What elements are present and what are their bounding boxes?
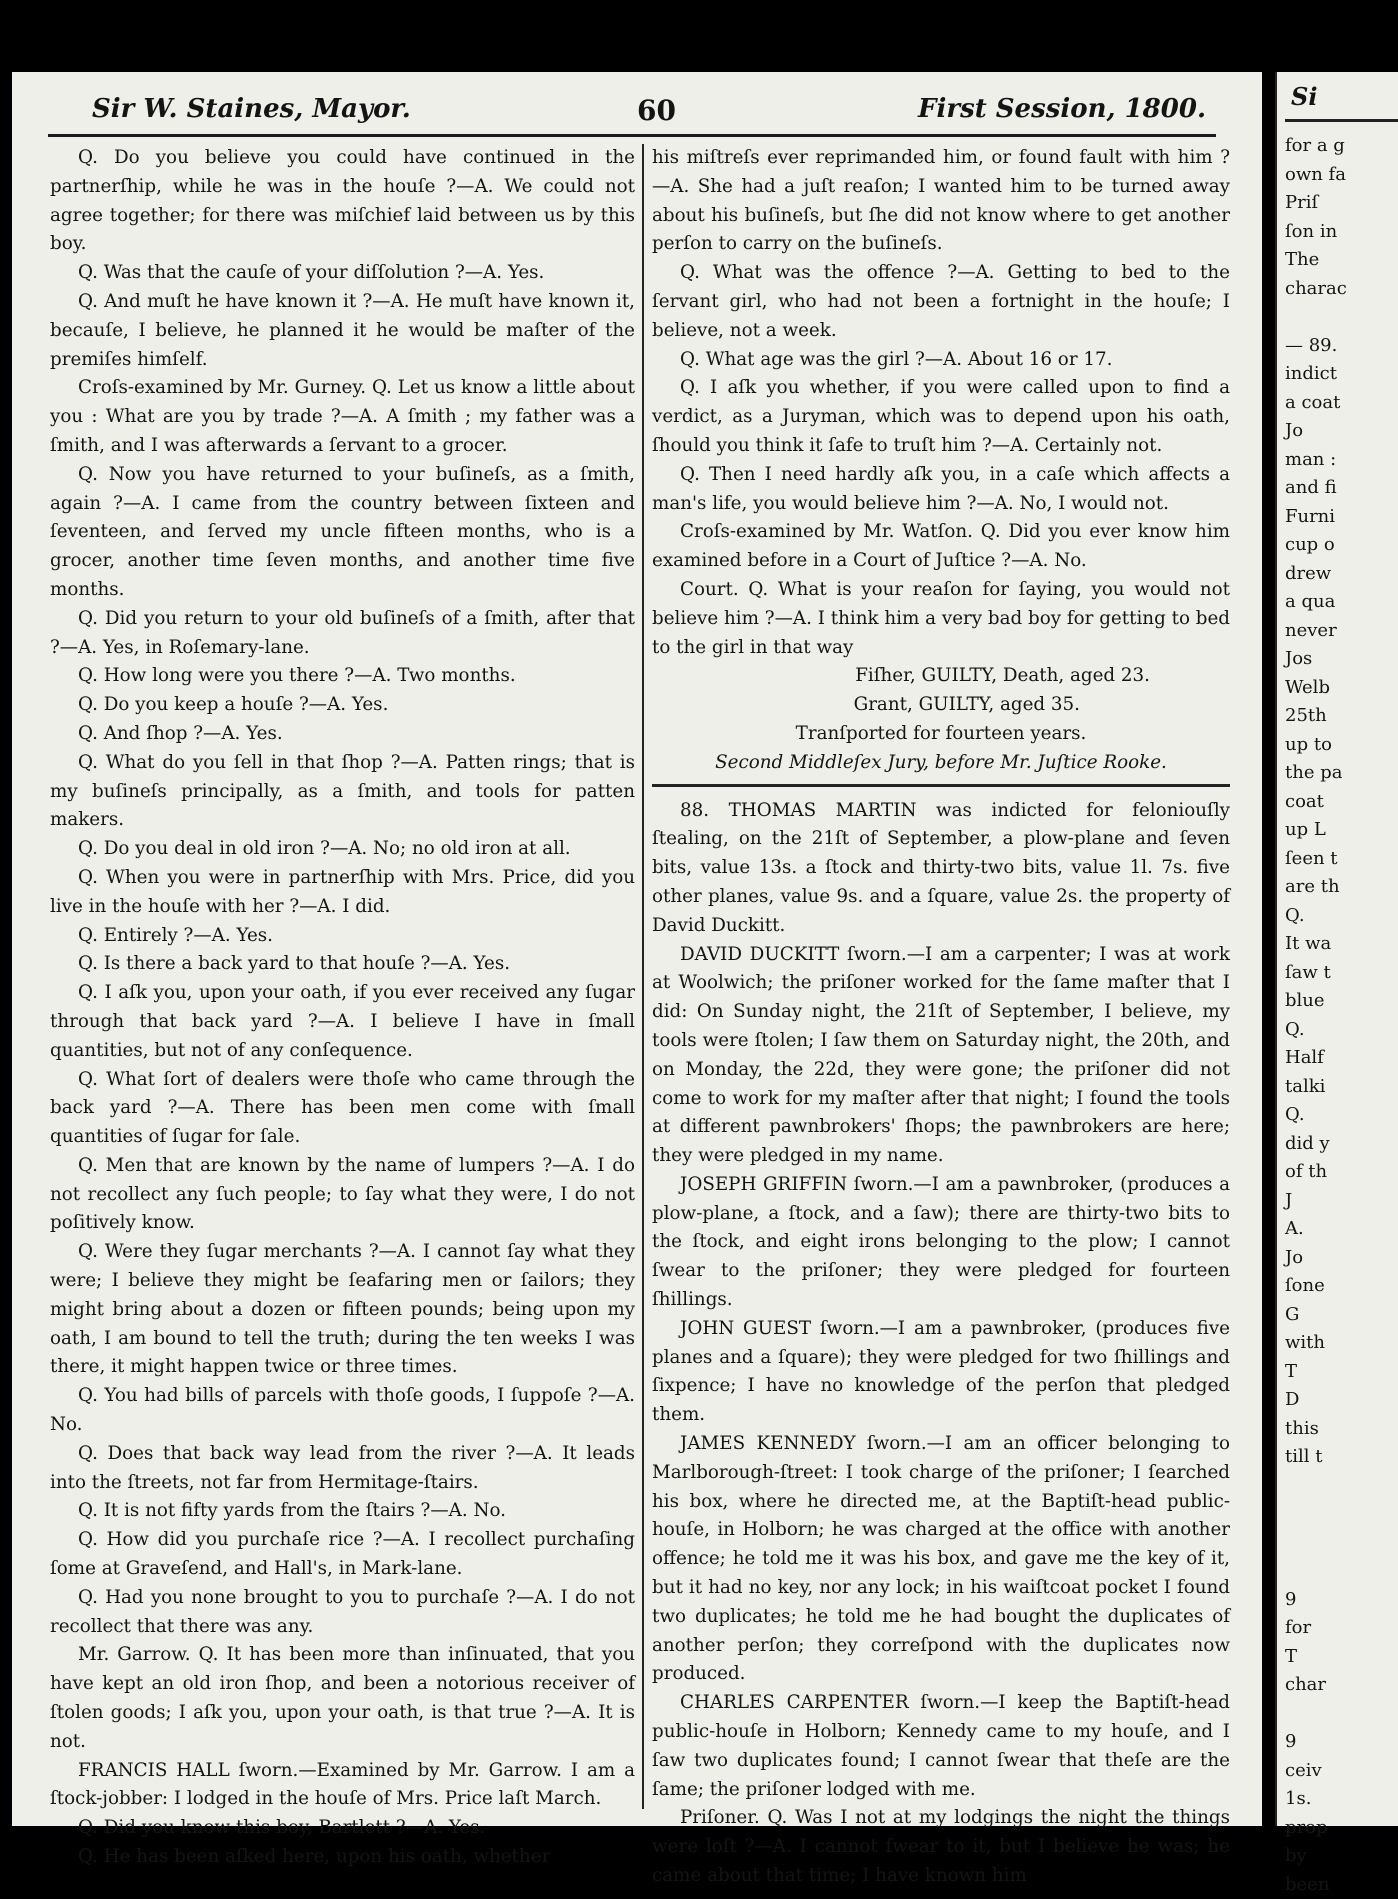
right-page-line (1285, 303, 1397, 332)
paragraph: Q. What do you ſell in that ſhop ?—A. Patten rings; that is my buſineſs principally, as a ſmith, and tools for patten makers. (50, 749, 635, 835)
right-page-line: 25th (1285, 702, 1397, 731)
page-number: 60 (637, 94, 676, 127)
paragraph: DAVID DUCKITT ſworn.—I am a carpenter; I was at work at Woolwich; the priſoner worked for the ſame maſter that I did: On Sunday night, the 21ſt of September, I believe, my tools were ſtolen; I ſaw them on Saturday night, the 20th, and on Monday, the 22d, they were gone; the priſoner did not come to work for my maſter after that night; I found the tools at different pawnbrokers' ſhops; the pawnbrokers are here; they were pledged in my name. (652, 941, 1230, 1171)
header-mayor: Sir W. Staines, Mayor. (92, 94, 411, 124)
paragraph: Croſs-examined by Mr. Watſon. Q. Did you ever know him examined before in a Court of Juſtice ?—A. No. (652, 518, 1230, 576)
right-page-line: charac (1285, 275, 1397, 304)
right-page-line: Half (1285, 1044, 1397, 1073)
jury-line: Second Middleſex Jury, before Mr. Juſtice Rooke. (652, 749, 1230, 778)
column-divider (642, 144, 644, 1809)
right-page-line: by (1285, 1842, 1397, 1871)
paragraph: JAMES KENNEDY ſworn.—I am an officer belonging to Marlborough-ſtreet: I took charge of the priſoner; I ſearched his box, where he directed me, at the Baptiſt-head public-houſe, in Holborn; he was charged at the office with another offence; he told me it was his box, and gave me the key of it, but it had no key, nor any lock; in his waiſtcoat pocket I found two duplicates; he told me he had bought the duplicates of another perſon; they correſpond with the duplicates now produced. (652, 1430, 1230, 1689)
right-page-line: ceiv (1285, 1757, 1397, 1786)
right-page-line (1285, 1557, 1397, 1586)
right-page-line: cup o (1285, 531, 1397, 560)
paragraph: 88. THOMAS MARTIN was indicted for feloniouſly ſtealing, on the 21ſt of September, a plow-plane and ſeven bits, value 13s. a ſtock and thirty-two bits, value 1l. 7s. five other planes, value 9s. and a ſquare, value 2s. the property of David Duckitt. (652, 797, 1230, 941)
right-page-line: J (1285, 1187, 1397, 1216)
paragraph: Q. When you were in partnerſhip with Mrs. Price, did you live in the houſe with her ?—A. I did. (50, 864, 635, 922)
paragraph: Mr. Garrow. Q. It has been more than inſinuated, that you have kept an old iron ſhop, and been a notorious receiver of ſtolen goods; I aſk you, upon your oath, is that true ?—A. It is not. (50, 1641, 635, 1756)
right-page-line: T (1285, 1358, 1397, 1387)
right-page-line: up to (1285, 731, 1397, 760)
right-page-line: with (1285, 1329, 1397, 1358)
right-page-line (1285, 1700, 1397, 1729)
right-page-line: Q. (1285, 1016, 1397, 1045)
right-page-line (1285, 1500, 1397, 1529)
header-session: First Session, 1800. (918, 94, 1206, 124)
right-page-line: are th (1285, 873, 1397, 902)
paragraph: Q. Entirely ?—A. Yes. (50, 922, 635, 951)
right-page-line: 9 (1285, 1728, 1397, 1757)
right-page-line: never (1285, 617, 1397, 646)
case-rule (652, 784, 1230, 787)
paragraph: Q. Was that the cauſe of your diſſolution ?—A. Yes. (50, 259, 635, 288)
paragraph: Q. Then I need hardly aſk you, in a caſe which affects a man's life, you would believe him ?—A. No, I would not. (652, 461, 1230, 519)
right-page-line: indict (1285, 360, 1397, 389)
paragraph: Q. Now you have returned to your buſineſs, as a ſmith, again ?—A. I came from the country between ſixteen and ſeventeen, and ſerved my uncle fifteen months, who is a grocer, another time ſeven months, and another time five months. (50, 461, 635, 605)
paragraph: Q. Is there a back yard to that houſe ?—A. Yes. (50, 950, 635, 979)
right-page-line: ſaw t (1285, 959, 1397, 988)
right-page-line: a qua (1285, 588, 1397, 617)
sentence: Tranſported for fourteen years. (652, 720, 1230, 749)
right-page-header: Si (1291, 82, 1317, 111)
right-page-line: man : (1285, 446, 1397, 475)
paragraph: Q. How long were you there ?—A. Two months. (50, 662, 635, 691)
right-column (652, 144, 1230, 1891)
paragraph: JOHN GUEST ſworn.—I am a pawnbroker, (produces five planes and a ſquare); they were pledged for two ſhillings and ſixpence; I have no knowledge of the perſon that pledged them. (652, 1315, 1230, 1430)
paragraph: Q. He has been aſked here, upon his oath, whether (50, 1843, 635, 1872)
right-page-line: been (1285, 1871, 1397, 1899)
right-page-line: 9 (1285, 1586, 1397, 1615)
page-header (72, 94, 1216, 134)
right-page-line (1285, 1529, 1397, 1558)
paragraph: Q. Did you know this boy, Bartlett ?—A. Yes. (50, 1814, 635, 1843)
paragraph: Q. And ſhop ?—A. Yes. (50, 720, 635, 749)
right-page-lines (1285, 132, 1397, 1899)
paragraph: FRANCIS HALL ſworn.—Examined by Mr. Garrow. I am a ſtock-jobber: I lodged in the houſe of Mrs. Price laſt March. (50, 1757, 635, 1815)
left-page (12, 72, 1262, 1826)
right-page-line: Q. (1285, 902, 1397, 931)
right-page-line: D (1285, 1386, 1397, 1415)
right-page-line: Welb (1285, 674, 1397, 703)
right-page-line: prop (1285, 1814, 1397, 1843)
verdict-grant: Grant, GUILTY, aged 35. (652, 691, 1230, 720)
paragraph: Q. What ſort of dealers were thoſe who came through the back yard ?—A. There has been men come with ſmall quantities of ſugar for ſale. (50, 1066, 635, 1152)
right-page-line: of th (1285, 1158, 1397, 1187)
right-page-line: Priſ (1285, 189, 1397, 218)
paragraph: Q. What was the offence ?—A. Getting to bed to the ſervant girl, who had not been a fortnight in the houſe; I believe, not a week. (652, 259, 1230, 345)
right-page-line (1285, 1472, 1397, 1501)
right-page-line: and fi (1285, 474, 1397, 503)
paragraph: Q. It is not fifty yards from the ſtairs ?—A. No. (50, 1497, 635, 1526)
right-page-line: a coat (1285, 389, 1397, 418)
paragraph: Q. Were they ſugar merchants ?—A. I cannot ſay what they were; I believe they might be ſeafaring men or ſailors; they might bring about a dozen or fifteen pounds; being upon my oath, I am bound to tell the truth; during the ten weeks I was there, it might happen twice or three times. (50, 1238, 635, 1382)
paragraph: Q. You had bills of parcels with thoſe goods, I ſuppoſe ?—A. No. (50, 1382, 635, 1440)
right-page-rule (1285, 119, 1398, 122)
right-page-line: own fa (1285, 161, 1397, 190)
right-page-line: ſon in (1285, 218, 1397, 247)
right-page-line: talki (1285, 1073, 1397, 1102)
right-page-line: Jo (1285, 417, 1397, 446)
paragraph: Priſoner. Q. Was I not at my lodgings the night the things were loſt ?—A. I cannot ſwear to it, but I believe he was; he came about that time; I have known him (652, 1804, 1230, 1890)
right-page-line: this (1285, 1415, 1397, 1444)
right-page-line: ſeen t (1285, 845, 1397, 874)
left-column (50, 144, 635, 1872)
paragraph: Q. Did you return to your old buſineſs of a ſmith, after that ?—A. Yes, in Roſemary-lane. (50, 605, 635, 663)
right-page-line: G (1285, 1301, 1397, 1330)
right-page-line: Q. (1285, 1101, 1397, 1130)
right-page-line: The (1285, 246, 1397, 275)
paragraph: Q. Do you believe you could have continued in the partnerſhip, while he was in the houſe ?—A. We could not agree together; for there was miſchief laid between us by this boy. (50, 144, 635, 259)
right-page-line: coat (1285, 788, 1397, 817)
right-page-line: It wa (1285, 930, 1397, 959)
paragraph: Court. Q. What is your reaſon for ſaying, you would not believe him ?—A. I think him a very bad boy for getting to bed to the girl in that way (652, 576, 1230, 662)
header-rule (48, 134, 1216, 137)
paragraph: JOSEPH GRIFFIN ſworn.—I am a pawnbroker, (produces a plow-plane, a ſtock, and a ſaw); there are thirty-two bits to the ſtock, and eight irons belonging to the plow; I cannot ſwear to the priſoner; they were pledged for fourteen ſhillings. (652, 1171, 1230, 1315)
paragraph: Q. How did you purchaſe rice ?—A. I recollect purchaſing ſome at Graveſend, and Hall's, in Mark-lane. (50, 1526, 635, 1584)
right-page-line: up L (1285, 816, 1397, 845)
paragraph: Q. And muſt he have known it ?—A. He muſt have known it, becauſe, I believe, he planned it he would be maſter of the premiſes himſelf. (50, 288, 635, 374)
paragraph: Q. I aſk you, upon your oath, if you ever received any ſugar through that back yard ?—A. I believe I have in ſmall quantities, but not of any conſequence. (50, 979, 635, 1065)
right-page-line: — 89. (1285, 332, 1397, 361)
right-page-line: Jo (1285, 1244, 1397, 1273)
right-page-line: A. (1285, 1215, 1397, 1244)
paragraph: Q. Men that are known by the name of lumpers ?—A. I do not recollect any ſuch people; to ſay what they were, I do not poſitively know. (50, 1152, 635, 1238)
paragraph: Croſs-examined by Mr. Gurney. Q. Let us know a little about you : What are you by trade ?—A. A ſmith ; my father was a ſmith, and I was afterwards a ſervant to a grocer. (50, 374, 635, 460)
paragraph: Q. Do you deal in old iron ?—A. No; no old iron at all. (50, 835, 635, 864)
right-page-line: T (1285, 1643, 1397, 1672)
paragraph: Q. Does that back way lead from the river ?—A. It leads into the ſtreets, not far from Hermitage-ſtairs. (50, 1440, 635, 1498)
right-page-line: Jos (1285, 645, 1397, 674)
paragraph: Q. What age was the girl ?—A. About 16 or 17. (652, 346, 1230, 375)
right-page-line: the pa (1285, 759, 1397, 788)
right-page-fragment (1275, 72, 1398, 1826)
paragraph: Q. Had you none brought to you to purchaſe ?—A. I do not recollect that there was any. (50, 1584, 635, 1642)
paragraph: Q. Do you keep a houſe ?—A. Yes. (50, 691, 635, 720)
verdict-fisher: Fiſher, GUILTY, Death, aged 23. (652, 662, 1230, 691)
paragraph: Q. I aſk you whether, if you were called upon to find a verdict, as a Juryman, which was to depend upon his oath, ſhould you think it ſafe to truſt him ?—A. Certainly not. (652, 374, 1230, 460)
right-page-line: for (1285, 1614, 1397, 1643)
right-page-line: char (1285, 1671, 1397, 1700)
right-page-line: drew (1285, 560, 1397, 589)
right-page-line: did y (1285, 1130, 1397, 1159)
right-page-line: for a g (1285, 132, 1397, 161)
right-page-line: Furni (1285, 503, 1397, 532)
right-page-line: blue (1285, 987, 1397, 1016)
paragraph: CHARLES CARPENTER ſworn.—I keep the Baptiſt-head public-houſe in Holborn; Kennedy came to my houſe, and I ſaw two duplicates found; I cannot ſwear that theſe are the ſame; the priſoner lodged with me. (652, 1689, 1230, 1804)
right-page-line: till t (1285, 1443, 1397, 1472)
right-page-line: 1s. (1285, 1785, 1397, 1814)
paragraph: his miſtreſs ever reprimanded him, or found fault with him ?—A. She had a juſt reaſon; I wanted him to be turned away about his buſineſs, but ſhe did not know where to get another perſon to carry on the buſineſs. (652, 144, 1230, 259)
right-page-line: ſone (1285, 1272, 1397, 1301)
